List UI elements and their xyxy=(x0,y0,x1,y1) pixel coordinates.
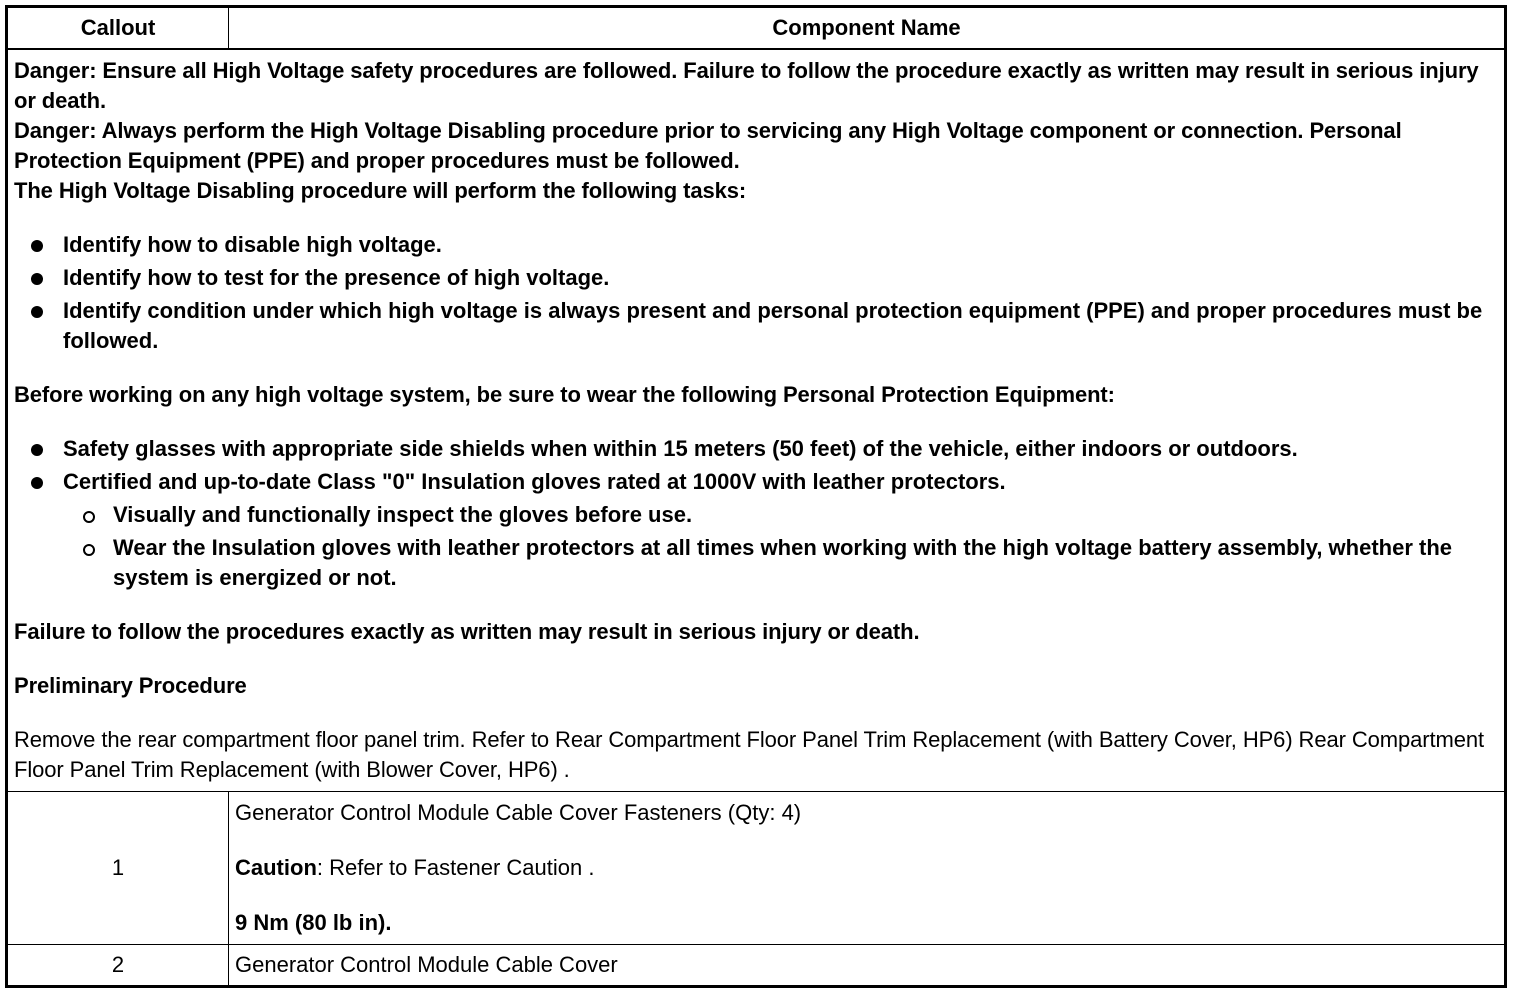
list-item xyxy=(14,467,1496,593)
list-item: Identify condition under which high voltage is always present and personal protection equipment (PPE) and proper procedures must be followed. xyxy=(14,296,1496,356)
callout-number: 1 xyxy=(7,792,229,945)
danger-notice-2: Danger: Always perform the High Voltage Disabling procedure prior to servicing any High Voltage component or connection. Personal Protection Equipment (PPE) and proper procedures must be followed. xyxy=(14,118,1402,173)
safety-notice-row xyxy=(7,49,1506,792)
danger-notice-1: Danger: Ensure all High Voltage safety procedures are followed. Failure to follow the procedure exactly as written may result in serious injury or death. xyxy=(14,58,1479,113)
disabling-task-list xyxy=(14,230,1496,356)
ppe-item-text: Safety glasses with appropriate side shields when within 15 meters (50 feet) of the vehicle, either indoors or outdoors. xyxy=(63,436,1298,461)
sub-list-item: Visually and functionally inspect the gloves before use. xyxy=(63,500,1496,530)
failure-warning: Failure to follow the procedures exactly as written may result in serious injury or death. xyxy=(14,619,920,644)
table-row xyxy=(7,792,1506,945)
list-item xyxy=(14,434,1496,464)
ppe-item-text: Certified and up-to-date Class "0" Insulation gloves rated at 1000V with leather protectors. xyxy=(63,469,1006,494)
caution-text: : Refer to Fastener Caution . xyxy=(316,855,595,880)
torque-spec: 9 Nm (80 lb in). xyxy=(235,910,392,935)
table-row xyxy=(7,945,1506,987)
callout-number: 2 xyxy=(7,945,229,987)
ppe-intro: Before working on any high voltage system, be sure to wear the following Personal Protection Equipment: xyxy=(14,382,1115,407)
preliminary-heading: Preliminary Procedure xyxy=(14,673,247,698)
caution-label: Caution xyxy=(235,855,317,880)
preliminary-text: Remove the rear compartment floor panel trim. Refer to Rear Compartment Floor Panel Trim Replacement (with Battery Cover, HP6) Rear Compartment Floor Panel Trim Replacement (with Blower Cover, HP6) . xyxy=(14,727,1485,782)
glove-subitem-list xyxy=(63,500,1496,593)
table-header-row xyxy=(7,7,1506,50)
component-name-header: Component Name xyxy=(229,7,1506,50)
ppe-list xyxy=(14,434,1496,593)
list-item: Identify how to test for the presence of high voltage. xyxy=(14,263,1496,293)
procedure-table xyxy=(5,5,1507,988)
component-cell xyxy=(229,792,1506,945)
component-name: Generator Control Module Cable Cover Fasteners (Qty: 4) xyxy=(235,800,802,825)
sub-list-item: Wear the Insulation gloves with leather protectors at all times when working with the high voltage battery assembly, whether the system is energized or not. xyxy=(63,533,1496,593)
component-name: Generator Control Module Cable Cover xyxy=(229,945,1506,987)
caution-line xyxy=(235,853,1498,883)
safety-notice xyxy=(7,49,1506,792)
list-item: Identify how to disable high voltage. xyxy=(14,230,1496,260)
callout-header: Callout xyxy=(7,7,229,50)
disabling-intro: The High Voltage Disabling procedure will perform the following tasks: xyxy=(14,178,747,203)
